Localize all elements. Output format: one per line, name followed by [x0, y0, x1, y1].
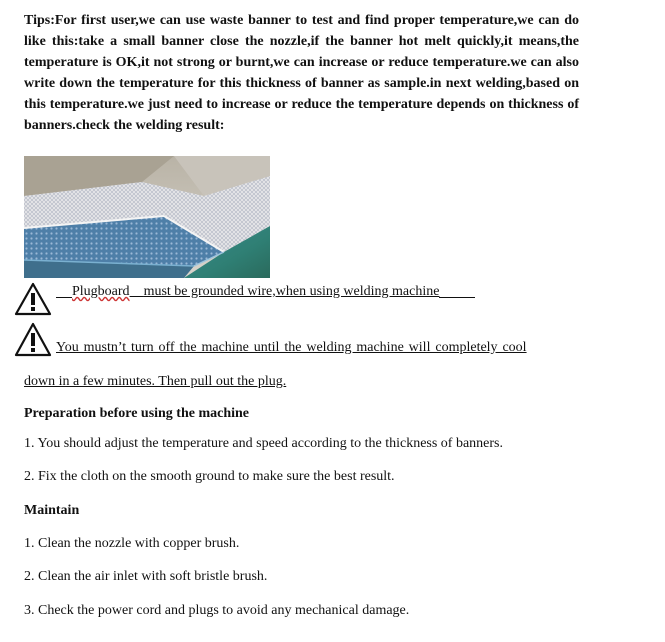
warning-triangle-icon	[14, 322, 52, 358]
turnoff-warning-line1: You mustn’t turn off the machine until the welding machine will completely cool	[56, 340, 527, 355]
tips-paragraph: Tips:For first user,we can use waste banner to test and find proper temperature,we can do like this:take a small banner close the nozzle,if the banner hot melt quickly,it means,the temperature is OK,it not strong or burnt,we can increase or reduce temperature.we can also write down the temperature for this thickness of banner as sample.in next welding,based on this temperature.we just need to increase or reduce the temperature depends on thickness of banners.check the welding result:	[24, 13, 579, 133]
turnoff-warning-line2: down in a few minutes. Then pull out the plug.	[24, 374, 287, 389]
maintain-item: 1. Clean the nozzle with copper brush.	[24, 536, 240, 551]
maintain-heading: Maintain	[24, 503, 80, 518]
maintain-item: 2. Clean the air inlet with soft bristle brush.	[24, 569, 268, 584]
preparation-item: 1. You should adjust the temperature and speed according to the thickness of banners.	[24, 436, 504, 451]
maintain-item: 3. Check the power cord and plugs to avoid any mechanical damage.	[24, 603, 410, 618]
welding-result-photo	[24, 156, 270, 278]
plugboard-warning	[56, 282, 475, 302]
preparation-heading: Preparation before using the machine	[24, 406, 250, 421]
plugboard-word: Plugboard	[72, 284, 130, 299]
warning-triangle-icon	[14, 282, 52, 316]
preparation-item: 2. Fix the cloth on the smooth ground to make sure the best result.	[24, 469, 395, 484]
plugboard-warning-text: must be grounded wire,when using welding machine	[143, 284, 440, 299]
